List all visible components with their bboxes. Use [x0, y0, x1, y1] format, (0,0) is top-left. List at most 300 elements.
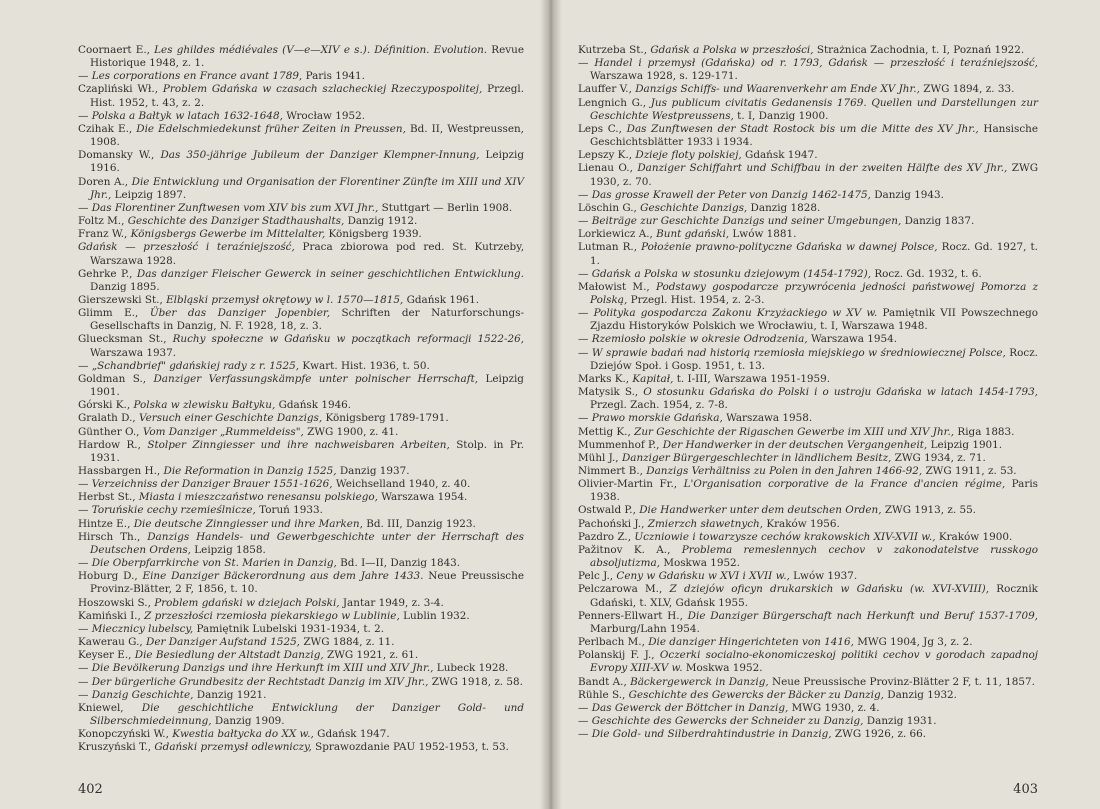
entry-author: —: [78, 622, 89, 635]
entry-author: Foltz M.,: [78, 215, 125, 228]
entry-title: Geschichte Danzigs,: [640, 201, 748, 214]
entry-publication: Bd. I—II, Danzig 1843.: [340, 557, 461, 570]
entry-title: Z dziejów oficyn drukarskich w Gdańsku (w. XVI-XVIII),: [669, 583, 990, 596]
entry-publication: Königsberg 1939.: [328, 228, 422, 241]
entry-author: —: [78, 201, 89, 214]
bibliography-entry: [78, 412, 524, 425]
entry-author: —: [578, 412, 589, 425]
entry-title: Stolper Zinngiesser und ihre nachweisbaren Arbeiten,: [147, 438, 450, 451]
entry-author: Domansky W.,: [78, 149, 155, 162]
entry-author: —: [78, 675, 89, 688]
bibliography-entry: [578, 689, 1038, 702]
entry-title: Polityka gospodarcza Zakonu Krzyżackiego w XV w.: [593, 307, 878, 320]
entry-author: Czapliński Wł.,: [78, 83, 159, 96]
bibliography-entry: [78, 649, 524, 662]
bibliography-entry: [78, 702, 524, 728]
entry-publication: ZWG 1934, z. 71.: [894, 451, 986, 464]
bibliography-entry: [78, 557, 524, 570]
bibliography-entry: [78, 662, 524, 675]
entry-title: Die Handwerker unter dem deutschen Orden,: [639, 504, 882, 517]
bibliography-entry: [578, 702, 1038, 715]
entry-title: Podstawy gospodarcze przywrócenia jedności państwowej Pomorza z Polską,: [590, 280, 1039, 306]
entry-author: Kamiński I.,: [78, 609, 141, 622]
bibliography-entry: [578, 610, 1038, 636]
entry-publication: Toruń 1933.: [259, 504, 323, 517]
entry-title: Gdańsk — przeszłość i teraźniejszość,: [78, 241, 295, 254]
entry-publication: Riga 1883.: [957, 425, 1015, 438]
entry-title: Handel i przemysł (Gdańska) od r. 1793, Gdańsk — przeszłość i teraźniejszość,: [594, 57, 1038, 70]
entry-title: Zmierzch sławetnych,: [647, 517, 764, 530]
entry-author: Hirsch Th.,: [78, 530, 141, 543]
page-number-left: 402: [78, 782, 103, 797]
entry-title: Der Handwerker in der deutschen Vergangenheit,: [662, 438, 928, 451]
entry-author: Pelczarowa M.,: [578, 583, 663, 596]
bibliography-entry: [78, 215, 524, 228]
entry-author: Coornaert E.,: [78, 44, 150, 56]
entry-title: Die Gold- und Silberdrahtindustrie in Danzig,: [591, 728, 832, 741]
entry-title: Danzigs Handels- und Gewerbgeschichte unter der Herrschaft des Deutschen Ordens,: [90, 530, 525, 556]
entry-author: Leps C.,: [578, 122, 622, 135]
bibliography-entry: [78, 676, 524, 689]
book-gutter: [540, 0, 562, 809]
bibliography-entry: [78, 570, 524, 596]
entry-title: Jus publicum civitatis Gedanensis 1769. Quellen und Darstellungen zur Geschichte Westpreussens,: [590, 96, 1038, 122]
entry-author: —: [78, 109, 89, 122]
entry-publication: Paris 1941.: [305, 70, 365, 83]
entry-author: Olivier-Martin Fr.,: [578, 478, 678, 491]
bibliography-entry: [578, 347, 1038, 373]
entry-author: —: [78, 688, 89, 701]
entry-publication: Gdańsk 1946.: [278, 399, 352, 412]
entry-author: Hoburg D.,: [78, 570, 138, 583]
bibliography-entry: [78, 333, 524, 359]
bibliography-entry: [578, 478, 1038, 504]
bibliography-entry: [78, 465, 524, 478]
entry-publication: Leipzig 1916.: [90, 149, 524, 175]
entry-title: Die Edelschmiedekunst früher Zeiten in Preussen,: [136, 122, 406, 135]
entry-publication: Strażnica Zachodnia, t. I, Poznań 1922.: [816, 44, 1025, 56]
entry-title: Geschichte des Gewercks der Bäcker zu Danzig,: [628, 688, 884, 701]
entry-title: Geschichte des Gewercks der Schneider zu Danzig,: [591, 714, 864, 727]
entry-title: Die deutsche Zinngiesser und ihre Marken,: [133, 517, 363, 530]
bibliography-entry: [578, 715, 1038, 728]
bibliography-entry: [578, 83, 1038, 96]
bibliography-entry: [78, 478, 524, 491]
bibliography-entry: [578, 189, 1038, 202]
entry-author: Bandt A.,: [578, 675, 627, 688]
page-number-right: 403: [1013, 782, 1038, 797]
bibliography-entry: [578, 412, 1038, 425]
bibliography-entry: [78, 531, 524, 557]
entry-author: —: [578, 307, 589, 320]
entry-author: —: [578, 57, 589, 70]
entry-author: Hassbargen H.,: [78, 465, 161, 477]
entry-author: —: [578, 333, 589, 346]
entry-publication: Przegl. Hist. 1952, t. 43, z. 2.: [90, 83, 524, 109]
entry-author: Lengnich G.,: [578, 96, 647, 109]
entry-publication: Bd. II, Westpreussen, 1908.: [90, 122, 524, 149]
bibliography-entry: [578, 531, 1038, 544]
entry-publication: Przegl. Hist. 1954, z. 2-3.: [630, 293, 765, 306]
bibliography-entry: [578, 439, 1038, 452]
entry-author: Hoszowski S.,: [78, 596, 151, 609]
entry-publication: Warszawa 1937.: [90, 346, 177, 359]
entry-author: Goldman S.,: [78, 372, 147, 385]
entry-publication: Moskwa 1952.: [685, 662, 763, 675]
entry-publication: Praca zbiorowa pod red. St. Kutrzeby, Warszawa 1928.: [90, 241, 524, 267]
entry-author: Günther O.,: [78, 425, 140, 438]
entry-author: Löschin G.,: [578, 201, 637, 214]
entry-author: Pachoński J.,: [578, 517, 645, 530]
bibliography-entry: [578, 465, 1038, 478]
entry-publication: Danzig 1932.: [887, 688, 957, 701]
bibliography-entry: [78, 202, 524, 215]
bibliography-entry: [578, 426, 1038, 439]
entry-publication: Marburg/Lahn 1954.: [590, 622, 700, 635]
entry-title: Elbląski przemysł okrętowy w l. 1570—1815,: [166, 293, 404, 306]
bibliography-entry: [78, 597, 524, 610]
entry-publication: Weichselland 1940, z. 40.: [335, 478, 471, 491]
entry-author: —: [78, 478, 89, 491]
entry-publication: Przegl. Zach. 1954, z. 7-8.: [590, 399, 728, 412]
entry-publication: Lublin 1932.: [403, 609, 470, 622]
entry-author: —: [578, 714, 589, 727]
entry-title: Bunt gdański,: [656, 228, 730, 241]
entry-publication: Rocz. Gd. 1932, t. 6.: [874, 267, 982, 280]
entry-title: O stosunku Gdańska do Polski i o ustroju Gdańska w latach 1454-1793,: [643, 386, 1038, 399]
entry-author: Lauffer V.,: [578, 83, 632, 96]
bibliography-entry: [578, 281, 1038, 307]
entry-publication: Leipzig 1901.: [90, 372, 524, 399]
entry-publication: ZWG 1900, z. 41.: [307, 425, 399, 438]
right-page: [552, 0, 1100, 809]
entry-title: Zur Geschichte der Rigaschen Gewerbe im XIII und XIV Jhr.,: [634, 425, 955, 438]
entry-title: Oczerki socialno-ekonomiczeskoj politiki cechov v gorodach zapadnoj Evropy XIII-XV w.: [590, 649, 1039, 675]
entry-author: Czihak E.,: [78, 122, 133, 135]
entry-author: —: [578, 346, 589, 359]
entry-author: Ostwald P.,: [578, 504, 636, 517]
entry-author: Mummenhof P.,: [578, 438, 660, 451]
entry-title: Bäckergewerck in Danzig,: [630, 675, 769, 688]
bibliography-entry: [578, 373, 1038, 386]
entry-title: Die geschichtliche Entwicklung der Danziger Gold- und Silberschmiedeinnung,: [90, 701, 524, 727]
bibliography-entry: [78, 110, 524, 123]
entry-author: Kutrzeba St.,: [578, 44, 648, 56]
entry-publication: ZWG 1926, z. 66.: [834, 728, 927, 741]
entry-author: Glimm E.,: [78, 307, 139, 320]
entry-title: Miasta i mieszczaństwo renesansu polskiego,: [138, 491, 378, 504]
entry-publication: Rocz. Dziejów Społ. i Gosp. 1951, t. 13.: [590, 346, 1038, 372]
entry-author: Hardow R.,: [78, 438, 141, 451]
bibliography-entry: [78, 241, 524, 267]
entry-title: Eine Danziger Bäckerordnung aus dem Jahre 1433.: [142, 570, 424, 583]
bibliography-entry: [78, 44, 524, 70]
entry-publication: Danzig 1912.: [347, 215, 418, 228]
entry-author: Pelc J.,: [578, 570, 614, 583]
entry-author: Nimmert B.,: [578, 465, 643, 477]
entry-title: Ruchy społeczne w Gdańsku w początkach reformacji 1522-26,: [172, 333, 524, 346]
entry-author: Lutman R.,: [578, 241, 637, 254]
entry-publication: Königsberg 1789-1791.: [325, 412, 449, 425]
entry-publication: Bd. III, Danzig 1923.: [366, 517, 476, 530]
entry-publication: Sprawozdanie PAU 1952-1953, t. 53.: [315, 741, 509, 754]
bibliography-entry: [578, 123, 1038, 149]
bibliography-entry: [78, 518, 524, 531]
bibliography-entry: [78, 491, 524, 504]
bibliography-entry: [78, 741, 524, 754]
entry-publication: Danzig 1937.: [339, 465, 410, 477]
entry-title: „Schandbrief" gdańskiej rady z r. 1525,: [91, 359, 300, 372]
entry-author: Rühle S.,: [578, 688, 626, 701]
entry-author: Lepszy K.,: [578, 149, 633, 162]
entry-author: Gralath D.,: [78, 412, 136, 425]
entry-publication: Leipzig 1858.: [194, 543, 266, 556]
bibliography-entry: [78, 294, 524, 307]
entry-author: Mettig K.,: [578, 425, 631, 438]
bibliography-entry: [78, 623, 524, 636]
bibliography-entry: [578, 149, 1038, 162]
bibliography-entry: [578, 676, 1038, 689]
entry-title: Gdański przemysł odlewniczy,: [154, 741, 312, 754]
bibliography-entry: [78, 399, 524, 412]
entry-author: Doren A.,: [78, 175, 129, 188]
entry-author: Górski K.,: [78, 399, 131, 412]
bibliography-entry: [78, 307, 524, 333]
entry-publication: Danzig 1931.: [866, 714, 937, 727]
entry-publication: Leipzig 1897.: [114, 188, 187, 201]
entry-title: Kwestia bałtycka do XX w.,: [172, 728, 314, 741]
entry-publication: Neue Preussische Provinz-Blätter 2 F, t. 11, 1857.: [771, 675, 1035, 688]
entry-author: Kniewel,: [78, 701, 124, 714]
entry-publication: Danzig 1828.: [750, 201, 821, 214]
bibliography-entry: [578, 44, 1038, 57]
bibliography-entry: [578, 202, 1038, 215]
entry-publication: Rocznik Gdański, t. XLV, Gdańsk 1955.: [590, 583, 1038, 609]
entry-title: Über das Danziger Jopenbier,: [149, 307, 331, 320]
entry-author: Małowist M.,: [578, 280, 650, 293]
entry-publication: ZWG 1921, z. 61.: [326, 649, 419, 662]
entry-publication: Danzig 1921.: [196, 688, 267, 701]
entry-author: Pažitnov K. A.,: [578, 543, 671, 556]
bibliography-entry: [78, 83, 524, 109]
bibliography-entry: [578, 307, 1038, 333]
entry-publication: Pamiętnik Lubelski 1931-1934, t. 2.: [196, 622, 385, 635]
entry-title: Beiträge zur Geschichte Danzigs und seiner Umgebungen,: [591, 215, 902, 228]
bibliography-entry: [578, 241, 1038, 267]
entry-title: Die Entwicklung und Organisation der Florentiner Zünfte im XIII und XIV Jhr.,: [90, 175, 524, 201]
bibliography-entry: [578, 583, 1038, 609]
entry-title: Danzig Geschichte,: [91, 688, 194, 701]
entry-title: Problem gdański w dziejach Polski,: [154, 596, 340, 609]
bibliography-entry: [578, 386, 1038, 412]
entry-author: —: [578, 701, 589, 714]
entry-title: Gdańsk a Polska w przeszłości,: [650, 44, 814, 56]
entry-title: Das danziger Fleischer Gewerck in seiner geschichtlichen Entwicklung.: [136, 267, 524, 280]
entry-publication: Danzig 1837.: [904, 215, 975, 228]
entry-title: Danziger Verfassungskämpfe unter polnischer Herrschaft,: [153, 372, 479, 385]
entry-author: Gehrke P.,: [78, 267, 133, 280]
bibliography-entry: [78, 70, 524, 83]
entry-author: Perlbach M.,: [578, 636, 645, 649]
entry-publication: Kraków 1900.: [938, 530, 1013, 543]
entry-title: Das grosse Krawell der Peter von Danzig 1462-1475,: [591, 188, 871, 201]
entry-publication: Neue Preussische Provinz-Blätter, 2 F, 1856, t. 10.: [90, 570, 524, 596]
entry-title: Königsbergs Gewerbe im Mittelalter,: [130, 228, 326, 241]
entry-title: Versuch einer Geschichte Danzigs,: [139, 412, 323, 425]
entry-publication: Schriften der Naturforschungs-Gesellschafts in Danzig, N. F. 1928, 18, z. 3.: [90, 307, 524, 333]
entry-author: Hintze E.,: [78, 517, 131, 530]
entry-author: Kawerau G.,: [78, 636, 143, 649]
entry-author: Gierszewski St.,: [78, 293, 163, 306]
entry-publication: Lubeck 1928.: [436, 662, 509, 675]
entry-title: Der bürgerliche Grundbesitz der Rechtstadt Danzig im XIV Jhr.,: [91, 675, 429, 688]
entry-title: Der Danziger Aufstand 1525,: [146, 636, 300, 649]
entry-author: Lienau O.,: [578, 162, 633, 175]
bibliography-entry: [578, 333, 1038, 346]
entry-title: Ceny w Gdańsku w XVI i XVII w.,: [616, 570, 790, 583]
bibliography-column-left: [78, 44, 524, 754]
bibliography-entry: [78, 373, 524, 399]
bibliography-entry: [78, 228, 524, 241]
entry-publication: Lwów 1937.: [793, 570, 858, 583]
bibliography-entry: [78, 176, 524, 202]
entry-publication: Danzig 1895.: [90, 280, 160, 293]
left-page: [0, 0, 548, 809]
entry-author: Kruszyński T.,: [78, 741, 152, 754]
entry-title: Kapitał,: [632, 372, 674, 385]
bibliography-entry: [78, 149, 524, 175]
entry-title: Les corporations en France avant 1789,: [91, 70, 303, 83]
bibliography-entry: [578, 518, 1038, 531]
entry-title: Die Oberpfarrkirche von St. Marien in Danzig,: [91, 557, 337, 570]
entry-title: Das Zunftwesen der Stadt Rostock bis um die Mitte des XV Jhr.,: [626, 122, 979, 135]
entry-publication: Pamiętnik VII Powszechnego Zjazdu Historyków Polskich we Wrocławiu, t. I, Warszawa 1948.: [590, 307, 1038, 333]
entry-author: —: [78, 662, 89, 675]
entry-publication: Warszawa 1928, s. 129-171.: [590, 70, 738, 83]
entry-author: Keyser E.,: [78, 649, 132, 662]
entry-title: Les ghildes médiévales (V—e—XIV e s.). Définition. Evolution.: [154, 44, 488, 56]
entry-title: Die Reformation in Danzig 1525,: [163, 465, 337, 477]
entry-title: Danziger Schiffahrt und Schiffbau in der zweiten Hälfte des XV Jhr.,: [637, 162, 1008, 175]
entry-publication: Revue Historique 1948, z. 1.: [90, 44, 524, 70]
entry-publication: Paris 1938.: [590, 478, 1038, 504]
bibliography-entry: [78, 439, 524, 465]
entry-publication: Jantar 1949, z. 3-4.: [342, 596, 444, 609]
bibliography-entry: [578, 452, 1038, 465]
bibliography-entry: [578, 649, 1038, 675]
entry-title: Danzigs Verhältniss zu Polen in den Jahren 1466-92,: [646, 465, 923, 477]
entry-title: Polska w zlewisku Bałtyku,: [133, 399, 276, 412]
entry-title: Gdańsk a Polska w stosunku dziejowym (1454-1792),: [591, 267, 872, 280]
bibliography-entry: [578, 228, 1038, 241]
entry-title: Miecznicy lubelscy,: [91, 622, 194, 635]
entry-title: Rzemiosło polskie w okresie Odrodzenia,: [591, 333, 808, 346]
entry-publication: t. I-III, Warszawa 1951-1959.: [676, 372, 831, 385]
entry-publication: Gdańsk 1947.: [745, 149, 818, 162]
bibliography-entry: [78, 610, 524, 623]
bibliography-entry: [78, 504, 524, 517]
bibliography-entry: [78, 636, 524, 649]
entry-publication: Moskwa 1952.: [663, 557, 740, 570]
entry-author: —: [578, 728, 589, 741]
entry-title: Das Gewerck der Böttcher in Danzig,: [591, 701, 789, 714]
bibliography-entry: [578, 162, 1038, 188]
entry-publication: Leipzig 1901.: [930, 438, 1003, 451]
entry-title: Problema remeslennych cechov v zakonodatelstve russkogo absoljutizma,: [590, 543, 1039, 570]
bibliography-entry: [578, 97, 1038, 123]
bibliography-entry: [78, 360, 524, 373]
entry-publication: ZWG 1930, z. 70.: [590, 162, 1038, 188]
entry-title: Danziger Bürgergeschlechter in ländlichem Besitz,: [621, 451, 892, 464]
entry-author: Polanskij F. J.,: [578, 649, 655, 662]
entry-publication: Gdańsk 1947.: [317, 728, 390, 741]
entry-author: Pazdro Z.,: [578, 530, 632, 543]
entry-publication: ZWG 1911, z. 53.: [925, 465, 1017, 477]
entry-title: Die Bevölkerung Danzigs und ihre Herkunft im XIII und XIV Jhr.,: [91, 662, 434, 675]
entry-author: Mühl J.,: [578, 451, 619, 464]
entry-publication: Hansische Geschichtsblätter 1933 i 1934.: [590, 122, 1038, 149]
bibliography-entry: [78, 123, 524, 149]
entry-author: Lorkiewicz A.,: [578, 228, 653, 241]
entry-publication: Rocz. Gd. 1927, t. 1.: [590, 241, 1038, 267]
entry-publication: Wrocław 1952.: [286, 109, 365, 122]
entry-publication: Stuttgart — Berlin 1908.: [381, 201, 513, 214]
entry-publication: MWG 1904, Jg 3, z. 2.: [857, 636, 973, 649]
entry-title: Die Danziger Bürgerschaft nach Herkunft und Beruf 1537-1709,: [687, 609, 1038, 622]
entry-author: —: [578, 215, 589, 228]
entry-title: Z przeszłości rzemiosła piekarskiego w Lublinie,: [144, 609, 400, 622]
bibliography-entry: [578, 215, 1038, 228]
entry-title: Problem Gdańska w czasach szlacheckiej Rzeczypospolitej,: [162, 83, 483, 96]
entry-title: Położenie prawno-polityczne Gdańska w dawnej Polsce,: [641, 241, 938, 254]
bibliography-entry: [578, 544, 1038, 570]
entry-author: Gluecksman St.,: [78, 333, 167, 346]
entry-title: Uczniowie i towarzysze cechów krakowskich XIV-XVII w.,: [634, 530, 936, 543]
entry-title: Dzieje floty polskiej,: [635, 149, 742, 162]
entry-title: Vom Danziger „Rummeldeiss",: [142, 425, 304, 438]
entry-publication: ZWG 1884, z. 11.: [303, 636, 395, 649]
bibliography-entry: [578, 268, 1038, 281]
entry-publication: ZWG 1913, z. 55.: [884, 504, 976, 517]
bibliography-column-right: [578, 44, 1038, 741]
bibliography-entry: [78, 426, 524, 439]
entry-title: Die Besiedlung der Altstadt Danzig,: [134, 649, 324, 662]
entry-author: Konopczyński W.,: [78, 728, 169, 741]
entry-author: Penners-Ellwart H.,: [578, 609, 683, 622]
entry-publication: Lwów 1881.: [732, 228, 797, 241]
entry-title: Die danziger Hingerichteten von 1416,: [648, 636, 854, 649]
entry-publication: Kraków 1956.: [766, 517, 840, 530]
bibliography-entry: [78, 689, 524, 702]
entry-author: —: [78, 504, 89, 517]
entry-publication: ZWG 1918, z. 58.: [431, 675, 523, 688]
entry-publication: Warszawa 1958.: [726, 412, 813, 425]
entry-title: L'Organisation corporative de la France d'ancien régime,: [683, 478, 1006, 491]
entry-publication: Kwart. Hist. 1936, t. 50.: [302, 359, 430, 372]
entry-publication: Danzig 1943.: [874, 188, 944, 201]
entry-publication: ZWG 1894, z. 33.: [923, 83, 1015, 96]
entry-title: Das 350-jährige Jubileum der Danziger Klempner-Innung,: [160, 149, 480, 162]
entry-publication: Warszawa 1954.: [381, 491, 468, 504]
bibliography-entry: [578, 504, 1038, 517]
entry-author: Herbst St.,: [78, 491, 136, 504]
entry-title: Toruńskie cechy rzemieślnicze,: [91, 504, 256, 517]
entry-publication: Stolp. in Pr. 1931.: [90, 438, 524, 464]
entry-author: —: [78, 359, 89, 372]
entry-title: Polska a Bałtyk w latach 1632-1648,: [91, 109, 283, 122]
bibliography-entry: [578, 636, 1038, 649]
entry-publication: t. I, Danzig 1900.: [737, 109, 829, 122]
